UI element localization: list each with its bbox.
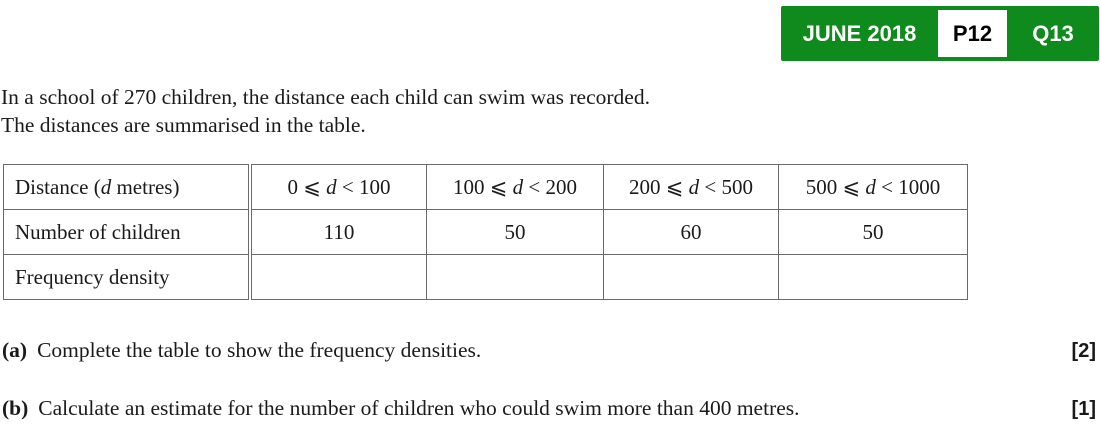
question-b-marks: [1] <box>1071 398 1096 420</box>
row-header-distance: Distance (d metres) <box>4 165 251 210</box>
answer-cell[interactable] <box>250 255 427 300</box>
paper-number: P12 <box>938 10 1007 57</box>
table-cell: 0 ⩽ d < 100 <box>250 165 427 210</box>
intro-line-2: The distances are summarised in the table. <box>1 113 366 137</box>
table-row-children <box>4 210 968 255</box>
table-cell: 60 <box>604 210 779 255</box>
exam-date: JUNE 2018 <box>802 21 917 46</box>
question-a <box>2 338 481 363</box>
question-b <box>2 396 800 421</box>
question-a-label: (a) <box>2 338 28 362</box>
row-header-frequency-density: Frequency density <box>4 255 251 300</box>
answer-cell[interactable] <box>779 255 968 300</box>
row-header-children: Number of children <box>4 210 251 255</box>
exam-reference-badge <box>781 6 1099 61</box>
answer-cell[interactable] <box>604 255 779 300</box>
table-cell: 110 <box>250 210 427 255</box>
table-row-distance <box>4 165 968 210</box>
table-cell: 500 ⩽ d < 1000 <box>779 165 968 210</box>
question-number: Q13 <box>1032 21 1074 46</box>
question-a-marks: [2] <box>1071 340 1096 362</box>
table-cell: 200 ⩽ d < 500 <box>604 165 779 210</box>
table-cell: 100 ⩽ d < 200 <box>427 165 604 210</box>
question-intro <box>1 83 650 139</box>
table-row-frequency-density <box>4 255 968 300</box>
question-b-label: (b) <box>2 396 29 420</box>
answer-cell[interactable] <box>427 255 604 300</box>
table-cell: 50 <box>427 210 604 255</box>
question-a-text: Complete the table to show the frequency densities. <box>37 338 482 362</box>
table-cell: 50 <box>779 210 968 255</box>
intro-line-1: In a school of 270 children, the distance each child can swim was recorded. <box>1 85 650 109</box>
frequency-table <box>3 164 968 300</box>
question-b-text: Calculate an estimate for the number of children who could swim more than 400 metres. <box>38 396 800 420</box>
